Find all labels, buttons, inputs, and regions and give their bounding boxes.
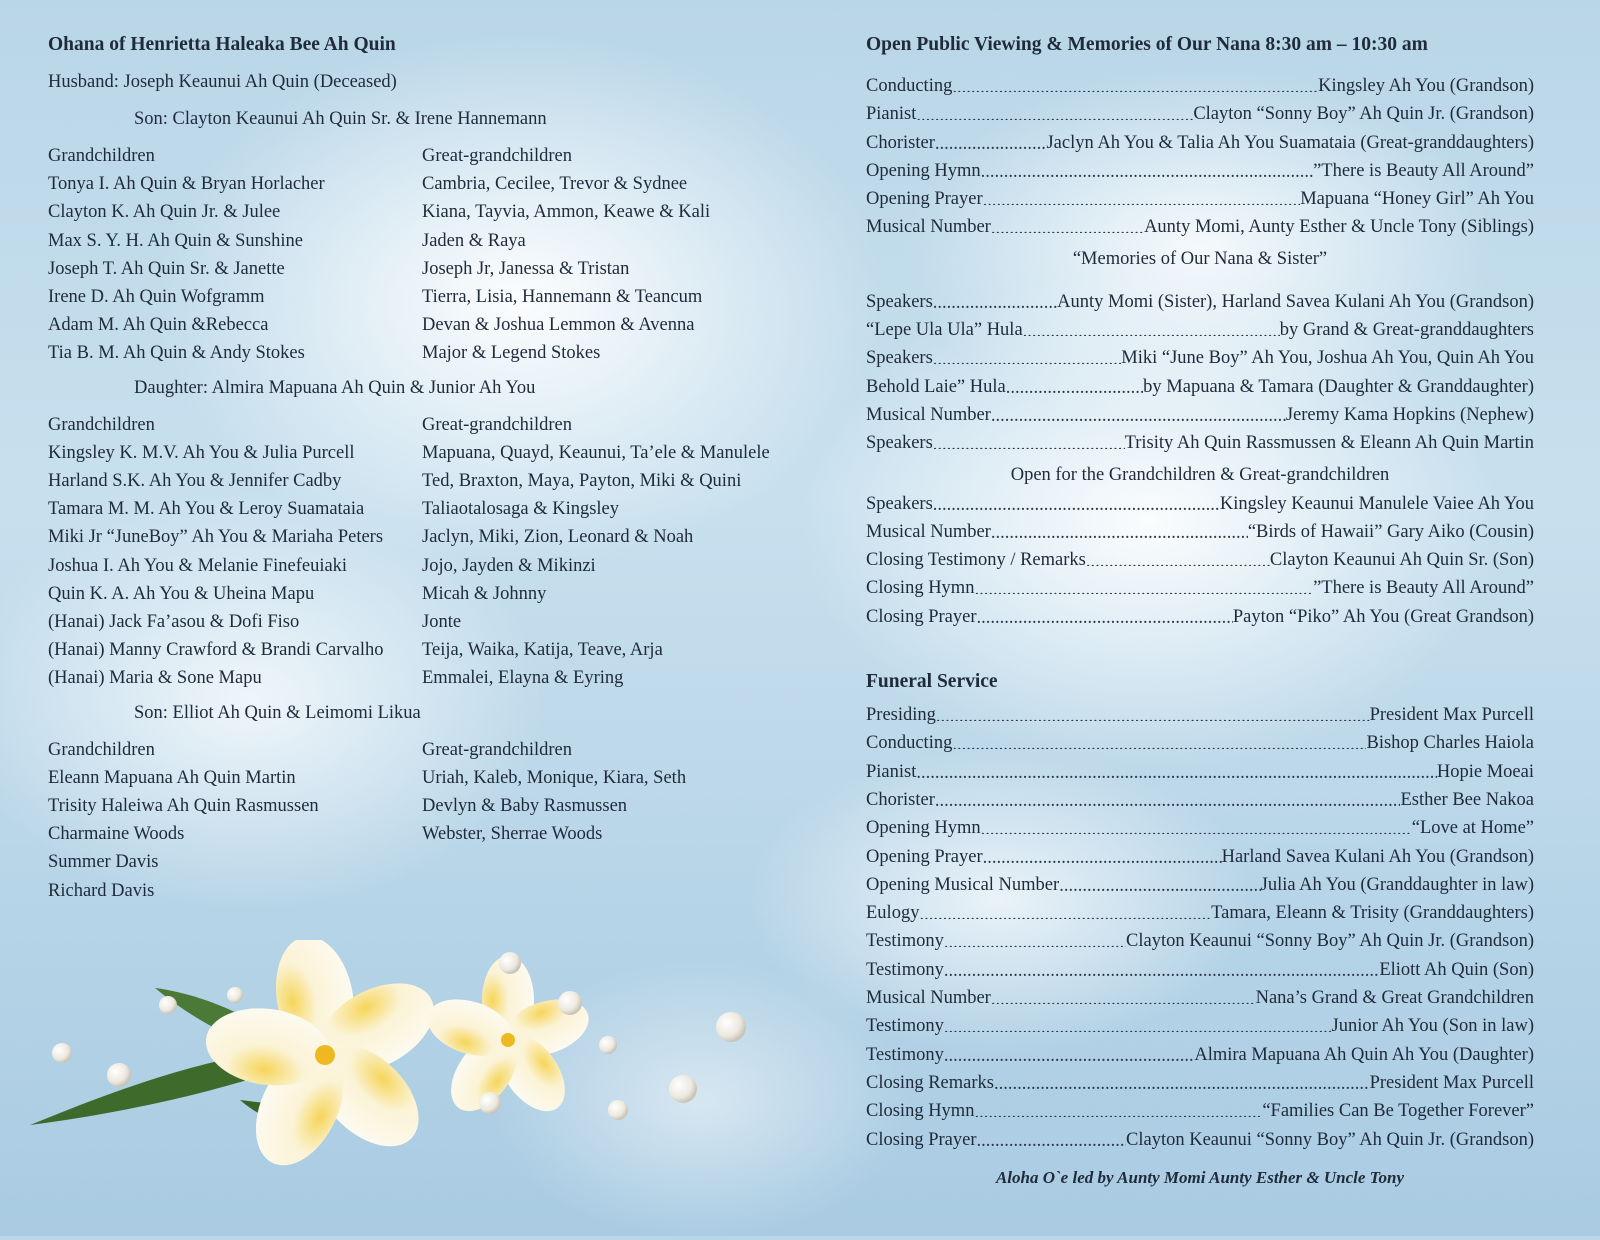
dot-leader [936, 703, 1370, 722]
pearl [159, 996, 177, 1014]
dot-leader [952, 74, 1318, 93]
dot-leader [916, 102, 1193, 121]
program-role: Pianist [866, 761, 917, 782]
funeral-title: Funeral Service [866, 671, 998, 693]
program-role: Chorister [866, 789, 935, 810]
program-row [866, 129, 1534, 157]
program-person: Junior Ah You (Son in law) [1331, 1016, 1534, 1037]
grandchild-entry: Tamara M. M. Ah You & Leroy Suamataia [48, 499, 365, 520]
program-row [866, 758, 1534, 786]
program-role: Closing Hymn [866, 1101, 975, 1122]
great-grandchild-entry: Kiana, Tayvia, Ammon, Keawe & Kali [422, 202, 711, 223]
dot-leader [976, 1127, 1126, 1146]
program-row [866, 701, 1534, 729]
pearl [599, 1036, 617, 1054]
program-person: Harland Savea Kulani Ah You (Grandson) [1221, 846, 1534, 867]
program-role: Testimony [866, 1044, 944, 1065]
program-person: Kingsley Ah You (Grandson) [1318, 76, 1534, 96]
program-row [866, 1097, 1534, 1125]
grandchild-entry: Tonya I. Ah Quin & Bryan Horlacher [48, 174, 325, 195]
grandchild-entry: Trisity Haleiwa Ah Quin Rasmussen [48, 796, 319, 817]
program-person: Bishop Charles Haiola [1366, 733, 1534, 754]
program-person: by Grand & Great-granddaughters [1279, 320, 1534, 341]
program-row [866, 546, 1534, 574]
program-role: Opening Prayer [866, 846, 983, 867]
dot-leader [994, 1070, 1370, 1089]
program-row [866, 1012, 1534, 1040]
dot-leader [916, 759, 1437, 778]
dot-leader [933, 346, 1121, 365]
grandchildren-header: Grandchildren [48, 146, 155, 166]
program-row [866, 429, 1534, 457]
small-plumeria [420, 956, 596, 1123]
great-grandchild-entry: Emmalei, Elayna & Eyring [422, 668, 624, 689]
program-row [866, 899, 1534, 927]
dot-leader [944, 1014, 1332, 1033]
dot-leader [974, 576, 1313, 595]
program-row [866, 185, 1534, 213]
dot-leader [991, 215, 1144, 234]
flower-center [315, 1045, 335, 1065]
program-row [866, 603, 1534, 631]
program-person: Payton “Piko” Ah You (Great Grandson) [1232, 606, 1534, 627]
great-grandchild-entry: Jonte [422, 612, 462, 633]
grandchild-entry: Eleann Mapuana Ah Quin Martin [48, 767, 296, 788]
program-role: Speakers [866, 493, 933, 514]
grandchild-entry: Miki Jr “JuneBoy” Ah You & Mariaha Peters [48, 527, 384, 548]
dot-leader [1006, 374, 1143, 393]
program-row [866, 786, 1534, 814]
great-grandchild-entry: Jaclyn, Miki, Zion, Leonard & Noah [422, 527, 694, 548]
family-group [48, 703, 788, 905]
program-role: Pianist [866, 104, 917, 125]
pearl [499, 952, 521, 974]
program-role: Closing Hymn [866, 578, 975, 599]
program-row [866, 1126, 1534, 1154]
great-grandchild-entry: Micah & Johnny [422, 583, 547, 604]
pearl [227, 987, 243, 1003]
program-person: Hopie Moeai [1436, 761, 1534, 782]
grandchild-entry: (Hanai) Manny Crawford & Brandi Carvalho [48, 640, 384, 661]
dot-leader [991, 519, 1248, 538]
program-person: Clayton “Sonny Boy” Ah Quin Jr. (Grandson) [1193, 104, 1534, 125]
dot-leader [933, 431, 1125, 450]
memories-heading: “Memories of Our Nana & Sister” [1072, 248, 1328, 269]
program-person: President Max Purcell [1369, 1072, 1534, 1093]
program-row [866, 213, 1534, 241]
program-role: Testimony [866, 1016, 944, 1037]
viewing-program-b [866, 288, 1534, 458]
program-row [866, 373, 1534, 401]
program-person: Miki “June Boy” Ah You, Joshua Ah You, Quin Ah You [1121, 348, 1534, 369]
program-role: Musical Number [866, 521, 991, 542]
program-row [866, 927, 1534, 955]
program-row [866, 401, 1534, 429]
program-row [866, 1069, 1534, 1097]
program-role: Musical Number [866, 217, 991, 238]
program-role: Conducting [866, 733, 953, 754]
great-grandchild-entry: Uriah, Kaleb, Monique, Kiara, Seth [422, 767, 687, 788]
dot-leader [991, 986, 1256, 1005]
program-row [866, 843, 1534, 871]
dot-leader [944, 929, 1126, 948]
program-panel [866, 30, 1534, 1188]
program-role: Testimony [866, 931, 944, 952]
pearl [558, 991, 582, 1015]
family-groups [48, 109, 788, 905]
great-grandchild-entry: Webster, Sherrae Woods [422, 824, 603, 845]
grandchild-entry: Richard Davis [48, 880, 155, 901]
grandchild-entry: (Hanai) Maria & Sone Mapu [48, 668, 262, 689]
program-person: Clayton Keaunui Ah Quin Sr. (Son) [1269, 550, 1534, 571]
program-role: Musical Number [866, 988, 991, 1009]
great-grandchildren-column [422, 411, 788, 693]
program-role: Closing Prayer [866, 606, 977, 627]
grandchildren-header: Grandchildren [48, 739, 155, 760]
program-role: Conducting [866, 76, 953, 96]
dot-leader [919, 901, 1211, 920]
grandchild-entry: (Hanai) Jack Fa’asou & Dofi Fiso [48, 612, 300, 633]
program-row [866, 288, 1534, 316]
dot-leader [983, 187, 1301, 206]
pearl [669, 1075, 697, 1103]
grandchildren-column [48, 411, 422, 693]
program-person: Kingsley Keaunui Manulele Vaiee Ah You [1219, 493, 1534, 514]
program-person: by Mapuana & Tamara (Daughter & Granddaughter) [1143, 376, 1534, 397]
program-person: Aunty Momi, Aunty Esther & Uncle Tony (Siblings) [1144, 217, 1534, 238]
program-role: Speakers [866, 348, 933, 369]
program-row [866, 490, 1534, 518]
program-person: Mapuana “Honey Girl” Ah You [1300, 189, 1534, 210]
program-person: Clayton Keaunui “Sonny Boy” Ah Quin Jr. (Grandson) [1126, 1129, 1534, 1150]
program-row [866, 344, 1534, 372]
dot-leader [983, 844, 1222, 863]
program-row [866, 729, 1534, 757]
great-grandchild-entry: Cambria, Cecilee, Trevor & Sydnee [422, 174, 688, 195]
grandchild-entry: Summer Davis [48, 852, 159, 873]
family-panel [48, 30, 788, 915]
dot-leader [974, 1099, 1262, 1118]
grandchild-entry: Joshua I. Ah You & Melanie Finefeuiaki [48, 555, 348, 576]
great-grandchild-entry: Mapuana, Quayd, Keaunui, Ta’ele & Manulele [422, 442, 770, 463]
dot-leader [1059, 872, 1260, 891]
program-person: Jaclyn Ah You & Talia Ah You Suamataia (Great-granddaughters) [1046, 132, 1534, 153]
great-grandchildren-column [422, 142, 788, 368]
great-grandchildren-header: Great-grandchildren [422, 739, 572, 760]
program-role: Closing Remarks [866, 1072, 994, 1093]
funeral-program [866, 701, 1534, 1154]
program-person: ”There is Beauty All Around” [1313, 578, 1534, 599]
program-row [866, 574, 1534, 602]
program-role: Opening Hymn [866, 818, 981, 839]
dot-leader [933, 289, 1057, 308]
program-person: Julia Ah You (Granddaughter in law) [1260, 874, 1534, 895]
program-role: Speakers [866, 291, 933, 312]
dot-leader [935, 787, 1401, 806]
great-grandchild-entry: Taliaotalosaga & Kingsley [422, 499, 620, 520]
program-role: Opening Musical Number [866, 874, 1060, 895]
great-grandchild-entry: Jojo, Jayden & Mikinzi [422, 555, 596, 576]
program-role: Opening Hymn [866, 160, 981, 181]
open-heading: Open for the Grandchildren & Great-grandchildren [1010, 464, 1390, 485]
large-plumeria [201, 940, 449, 1180]
grandchildren-column [48, 736, 422, 905]
program-role: Opening Prayer [866, 189, 983, 210]
grandchild-entry: Tia B. M. Ah Quin & Andy Stokes [48, 343, 305, 364]
great-grandchild-entry: Tierra, Lisia, Hannemann & Teancum [422, 287, 703, 308]
program-person: President Max Purcell [1369, 705, 1534, 726]
dot-leader [952, 731, 1366, 750]
program-person: Nana’s Grand & Great Grandchildren [1255, 988, 1534, 1009]
husband-line: Husband: Joseph Keaunui Ah Quin (Deceased) [48, 72, 397, 92]
great-grandchildren-header: Great-grandchildren [422, 146, 572, 166]
great-grandchildren-column [422, 736, 788, 905]
flower-center [501, 1033, 515, 1047]
program-role: Musical Number [866, 404, 991, 425]
plumeria-flower-icon [20, 940, 800, 1240]
grandchild-entry: Irene D. Ah Quin Wofgramm [48, 287, 265, 308]
great-grandchild-entry: Ted, Braxton, Maya, Payton, Miki & Quini [422, 471, 742, 492]
program-row [866, 100, 1534, 128]
dot-leader [935, 130, 1047, 149]
program-row [866, 956, 1534, 984]
viewing-program-c [866, 490, 1534, 631]
grandchildren-header: Grandchildren [48, 414, 155, 435]
pearl [52, 1043, 72, 1063]
child-heading: Son: Elliot Ah Quin & Leimomi Likua [134, 702, 421, 723]
program-role: Eulogy [866, 903, 920, 924]
program-row [866, 316, 1534, 344]
great-grandchild-entry: Teija, Waika, Katija, Teave, Arja [422, 640, 663, 661]
program-person: Tamara, Eleann & Trisity (Granddaughters) [1211, 903, 1534, 924]
program-row [866, 518, 1534, 546]
program-person: Eliott Ah Quin (Son) [1379, 959, 1534, 980]
great-grandchild-entry: Joseph Jr, Janessa & Tristan [422, 258, 630, 279]
viewing-title: Open Public Viewing & Memories of Our Nana 8:30 am – 10:30 am [866, 34, 1428, 55]
closing-line: Aloha O`e led by Aunty Momi Aunty Esther & Uncle Tony [995, 1167, 1405, 1187]
program-role: Speakers [866, 433, 933, 454]
program-person: Clayton Keaunui “Sonny Boy” Ah Quin Jr. (Grandson) [1126, 931, 1534, 952]
dot-leader [991, 402, 1286, 421]
program-person: Jeremy Kama Hopkins (Nephew) [1285, 404, 1534, 425]
program-row [866, 814, 1534, 842]
program-row [866, 1041, 1534, 1069]
grandchild-entry: Joseph T. Ah Quin Sr. & Janette [48, 258, 285, 279]
dot-leader [944, 1042, 1195, 1061]
family-group [48, 378, 788, 693]
program-role: Behold Laie” Hula [866, 376, 1006, 397]
program-row [866, 984, 1534, 1012]
grandchild-entry: Kingsley K. M.V. Ah You & Julia Purcell [48, 442, 355, 463]
program-person: Esther Bee Nakoa [1400, 789, 1534, 810]
family-group [48, 109, 788, 368]
program-row [866, 72, 1534, 100]
program-role: Closing Testimony / Remarks [866, 550, 1086, 571]
pearl [479, 1092, 501, 1114]
dot-leader [1023, 318, 1280, 337]
dot-leader [981, 816, 1412, 835]
program-person: “Birds of Hawaii” Gary Aiko (Cousin) [1247, 521, 1534, 542]
program-role: Presiding [866, 705, 936, 726]
dot-leader [981, 158, 1313, 177]
program-person: ”There is Beauty All Around” [1313, 160, 1534, 181]
program-row [866, 157, 1534, 185]
program-person: Almira Mapuana Ah Quin Ah You (Daughter) [1194, 1044, 1534, 1065]
dot-leader [976, 604, 1232, 623]
program-role: Testimony [866, 959, 944, 980]
pearl [716, 1012, 746, 1042]
dot-leader [1086, 548, 1270, 567]
great-grandchildren-header: Great-grandchildren [422, 414, 572, 435]
great-grandchild-entry: Major & Legend Stokes [422, 343, 601, 364]
dot-leader [933, 491, 1220, 510]
program-person: Trisity Ah Quin Rassmussen & Eleann Ah Quin Martin [1124, 433, 1534, 454]
grandchild-entry: Adam M. Ah Quin &Rebecca [48, 315, 269, 336]
grandchild-entry: Quin K. A. Ah You & Uheina Mapu [48, 583, 315, 604]
grandchild-entry: Harland S.K. Ah You & Jennifer Cadby [48, 471, 342, 492]
program-person: “Love at Home” [1411, 818, 1534, 839]
great-grandchild-entry: Devan & Joshua Lemmon & Avenna [422, 315, 695, 336]
child-heading: Son: Clayton Keaunui Ah Quin Sr. & Irene Hannemann [134, 109, 547, 129]
grandchild-entry: Max S. Y. H. Ah Quin & Sunshine [48, 230, 303, 251]
great-grandchild-entry: Jaden & Raya [422, 230, 526, 251]
program-person: Aunty Momi (Sister), Harland Savea Kulani Ah You (Grandson) [1057, 291, 1534, 312]
pearl [608, 1100, 628, 1120]
grandchild-entry: Clayton K. Ah Quin Jr. & Julee [48, 202, 281, 223]
viewing-program-a [866, 72, 1534, 242]
great-grandchild-entry: Devlyn & Baby Rasmussen [422, 796, 628, 817]
program-row [866, 871, 1534, 899]
grandchild-entry: Charmaine Woods [48, 824, 185, 845]
child-heading: Daughter: Almira Mapuana Ah Quin & Junior Ah You [134, 377, 536, 398]
grandchildren-column [48, 142, 422, 368]
pearl [107, 1063, 131, 1087]
program-role: Chorister [866, 132, 935, 153]
family-title: Ohana of Henrietta Haleaka Bee Ah Quin [48, 34, 396, 55]
program-person: “Families Can Be Together Forever” [1262, 1101, 1534, 1122]
dot-leader [944, 957, 1379, 976]
program-role: “Lepe Ula Ula” Hula [866, 320, 1023, 341]
program-role: Closing Prayer [866, 1129, 977, 1150]
